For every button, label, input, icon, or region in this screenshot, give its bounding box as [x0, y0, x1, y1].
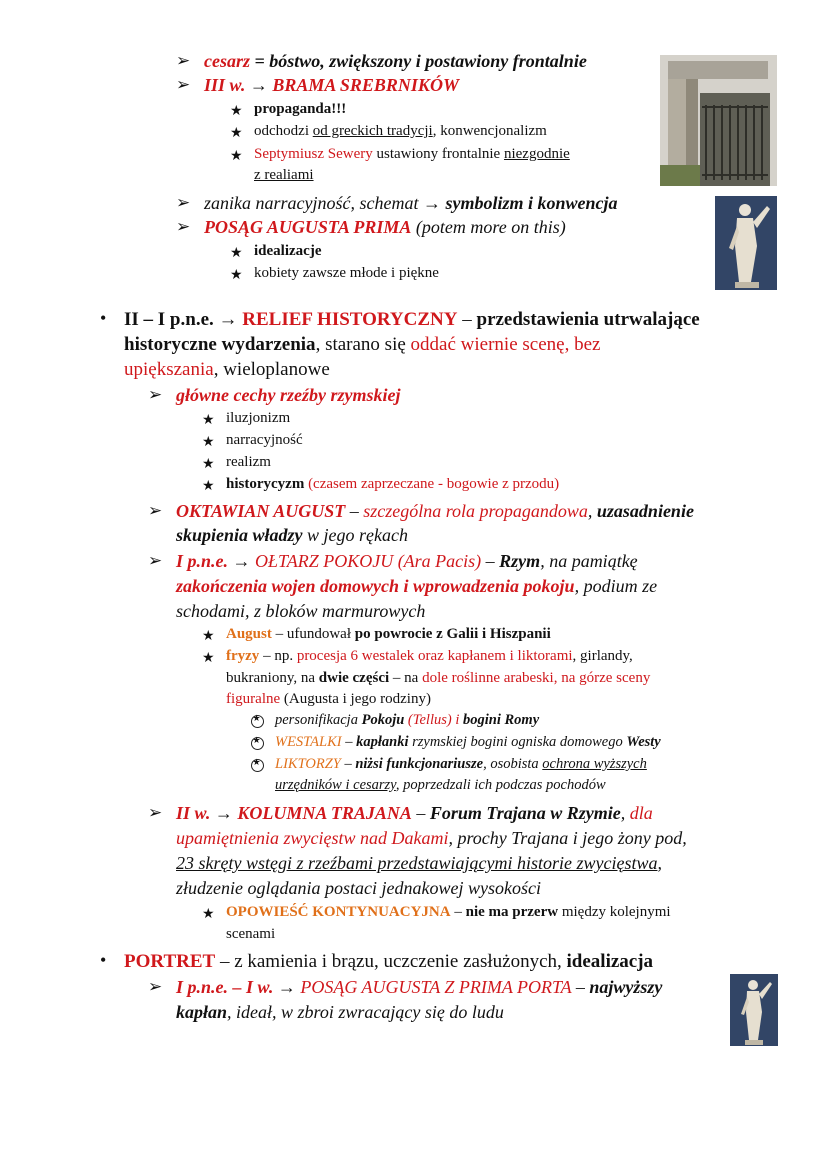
- text: personifikacja: [275, 712, 362, 728]
- text: (: [404, 712, 413, 728]
- text: –: [457, 309, 477, 330]
- august-founder: [226, 626, 551, 643]
- text: (Augusta i jego rodziny): [280, 691, 431, 707]
- text: ,: [587, 501, 597, 521]
- text: kapłanki: [356, 734, 409, 750]
- text: upiększania: [124, 359, 214, 380]
- text: BRAMA SREBRNIKÓW: [272, 75, 459, 95]
- text: między kolejnymi: [558, 904, 671, 920]
- text: OŁTARZ POKOJU (Ara Pacis): [255, 551, 482, 571]
- narration-line: [204, 193, 617, 214]
- text: , osobista: [483, 756, 543, 772]
- text: zakończenia wojen domowych i wprowadzenia pokoju: [176, 576, 575, 596]
- star-bullet-icon: ★: [230, 268, 243, 283]
- arrow-bullet-icon: ➢: [176, 51, 191, 70]
- feature-realism: realizm: [226, 454, 271, 470]
- feature-historicism: [226, 476, 559, 493]
- prima-porta-line: [176, 977, 662, 998]
- tellus-line: [275, 712, 539, 729]
- portrait-heading: [124, 951, 653, 973]
- text: niżsi funkcjonariusze: [355, 756, 484, 772]
- prima-porta-line-2: [176, 1002, 504, 1023]
- text: OKTAWIAN AUGUST: [176, 501, 346, 521]
- text: dla: [629, 803, 653, 823]
- dot-bullet-icon: •: [100, 950, 107, 970]
- text: –: [450, 904, 466, 920]
- text: ) i: [446, 712, 463, 728]
- text: PORTRET: [124, 951, 216, 972]
- gate-icon: [660, 55, 777, 186]
- text: I p.n.e.: [176, 551, 233, 571]
- text: rzymskiej bogini ogniska domowego: [408, 734, 627, 750]
- text: I p.n.e. – I w.: [176, 977, 278, 997]
- trajan-line-3: [176, 853, 662, 874]
- friezes-line-3: [226, 691, 431, 708]
- text: Westy: [626, 734, 661, 750]
- text: symbolizm i konwencja: [445, 193, 618, 213]
- friezes-line: [226, 648, 633, 665]
- text: Rzym: [499, 551, 541, 571]
- severus-line: [254, 146, 570, 163]
- arrow-bullet-icon: ➢: [148, 803, 163, 822]
- text: – na: [389, 670, 423, 686]
- circled-star-icon: [251, 715, 264, 728]
- text: August: [226, 626, 272, 642]
- vestals-line: [275, 734, 661, 751]
- severus-line-cont: z realiami: [254, 167, 314, 183]
- text: III w.: [204, 75, 250, 95]
- text: oddać wiernie scenę, bez: [410, 334, 601, 355]
- text: –: [340, 756, 356, 772]
- continuous-narration: [226, 904, 671, 921]
- ara-pacis-line-2: [176, 576, 657, 597]
- propaganda: propaganda!!!: [254, 101, 347, 117]
- text: nie ma przerw: [465, 904, 559, 920]
- octavian-line: [176, 501, 694, 522]
- tradition-line: [254, 123, 547, 140]
- star-bullet-icon: ★: [202, 457, 215, 472]
- text: Tellus: [412, 712, 447, 728]
- text: , poprzedzali ich podczas pochodów: [395, 777, 606, 793]
- text: uzasadnienie: [596, 501, 694, 521]
- text: , konwencjonalizm: [432, 123, 547, 139]
- star-bullet-icon: ★: [202, 435, 215, 450]
- text: (czasem zaprzeczane - bogowie z przodu): [304, 476, 560, 492]
- arrow-bullet-icon: ➢: [176, 75, 191, 94]
- trajan-line-4: złudzenie oglądania postaci jednakowej wysokości: [176, 878, 541, 898]
- statue-photo: [730, 974, 778, 1046]
- text: – z kamienia i brązu, uczczenie zasłużonych,: [215, 951, 567, 972]
- octavian-line-2: [176, 525, 408, 546]
- arrow-bullet-icon: ➢: [148, 977, 163, 996]
- text: Septymiusz Sewery: [254, 146, 373, 162]
- text: , wieloplanowe: [213, 359, 330, 380]
- star-bullet-icon: ★: [202, 629, 215, 644]
- augustus-prima-line: [204, 217, 566, 238]
- statue-icon: [730, 974, 778, 1046]
- lictors-line: [275, 756, 647, 773]
- text: historycyzm: [226, 476, 305, 492]
- text: Pokoju: [361, 712, 405, 728]
- text: procesja 6 westalek oraz kapłanem i liktorami: [296, 648, 573, 664]
- text: figuralne: [226, 691, 281, 707]
- text: ochrona wyższych: [542, 756, 647, 772]
- relief-heading: [124, 309, 700, 331]
- text: –: [571, 977, 590, 997]
- text: dole roślinne arabeski, na górze sceny: [422, 670, 651, 686]
- text: odchodzi: [254, 123, 313, 139]
- text: niezgodnie: [503, 146, 570, 162]
- text: POSĄG AUGUSTA Z PRIMA PORTA: [300, 977, 572, 997]
- text: upamiętnienia zwycięstw nad Dakami: [176, 828, 449, 848]
- text: bogini Romy: [463, 712, 540, 728]
- star-bullet-icon: ★: [230, 126, 243, 141]
- text: LIKTORZY: [275, 756, 341, 772]
- arrow-bullet-icon: ➢: [148, 551, 163, 570]
- text: , ideał, w zbroi zwracający się do ludu: [227, 1002, 504, 1022]
- star-bullet-icon: ★: [202, 907, 215, 922]
- ara-pacis-line-3: schodami, z bloków marmurowych: [176, 601, 426, 621]
- idealization: idealizacje: [254, 243, 322, 259]
- trajan-line: [176, 803, 653, 824]
- text: , prochy Trajana i jego żony pod,: [448, 828, 687, 848]
- feature-illusionism: iluzjonizm: [226, 410, 291, 426]
- text: szczególna rola propagandowa: [363, 501, 588, 521]
- text: 23 skręty wstęgi z rzeźbami przedstawiającymi historie zwycięstwa: [176, 853, 658, 873]
- text: w jego rękach: [302, 525, 408, 545]
- text: –: [481, 551, 500, 571]
- text: = bóstwo, zwiększony i postawiony frontalnie: [250, 51, 587, 71]
- text: RELIEF HISTORYCZNY: [242, 309, 458, 330]
- circled-star-icon: [251, 759, 264, 772]
- arrow-bullet-icon: ➢: [176, 193, 191, 212]
- text: – ufundował: [271, 626, 355, 642]
- text: II – I p.n.e. →: [124, 309, 243, 330]
- text: , starano się: [315, 334, 411, 355]
- circled-star-icon: [251, 737, 264, 750]
- arrow-bullet-icon: ➢: [176, 217, 191, 236]
- star-bullet-icon: ★: [230, 246, 243, 261]
- feature-narration: narracyjność: [226, 432, 303, 448]
- gate-line: [204, 75, 459, 96]
- text: fryzy: [226, 648, 260, 664]
- text: ,: [657, 853, 662, 873]
- text: OPOWIEŚĆ KONTYNUACYJNA: [226, 904, 451, 920]
- text: , na pamiątkę: [540, 551, 638, 571]
- star-bullet-icon: ★: [230, 104, 243, 119]
- arrow-bullet-icon: ➢: [148, 501, 163, 520]
- text: – np.: [259, 648, 297, 664]
- arrow-bullet-icon: ➢: [148, 385, 163, 404]
- dot-bullet-icon: •: [100, 308, 107, 328]
- lictors-line-2: [275, 777, 606, 794]
- women-line: kobiety zawsze młode i piękne: [254, 265, 439, 281]
- star-bullet-icon: ★: [202, 479, 215, 494]
- friezes-line-2: [226, 670, 650, 687]
- text: idealizacja: [566, 951, 654, 972]
- text: (potem more on this): [411, 217, 566, 237]
- emperor-line: [204, 51, 587, 72]
- relief-line-2: [124, 334, 600, 356]
- arrow-text: →: [232, 551, 256, 571]
- text: historyczne wydarzenia: [124, 334, 316, 355]
- text: po powrocie z Galii i Hiszpanii: [354, 626, 551, 642]
- text: Forum Trajana w Rzymie: [429, 803, 621, 823]
- text: –: [341, 734, 357, 750]
- text: kapłan: [176, 1002, 228, 1022]
- text: POSĄG AUGUSTA PRIMA: [204, 217, 412, 237]
- text: dwie części: [318, 670, 390, 686]
- text: od greckich tradycji: [312, 123, 433, 139]
- text: II w.: [176, 803, 215, 823]
- text: urzędników i cesarzy: [275, 777, 396, 793]
- text: ustawiony frontalnie: [372, 146, 504, 162]
- text: skupienia władzy: [176, 525, 303, 545]
- text: –: [411, 803, 430, 823]
- star-bullet-icon: ★: [202, 413, 215, 428]
- continuous-narration-2: scenami: [226, 926, 276, 942]
- text: bukraniony, na: [226, 670, 319, 686]
- gate-photo: [660, 55, 777, 186]
- trajan-line-2: [176, 828, 687, 849]
- relief-line-3: [124, 359, 330, 381]
- text: –: [345, 501, 364, 521]
- ara-pacis-line: [176, 551, 638, 572]
- arrow-text: →: [277, 977, 301, 997]
- text: WESTALKI: [275, 734, 342, 750]
- text: cesarz: [204, 51, 250, 71]
- text: ,: [620, 803, 630, 823]
- star-bullet-icon: ★: [230, 149, 243, 164]
- arrow-text: →: [249, 75, 273, 95]
- star-bullet-icon: ★: [202, 651, 215, 666]
- text: przedstawienia utrwalające: [476, 309, 700, 330]
- text: , podium ze: [574, 576, 658, 596]
- statue-photo: [715, 196, 777, 290]
- text: najwyższy: [589, 977, 663, 997]
- arrow-text: →: [214, 803, 238, 823]
- statue-icon: [715, 196, 777, 290]
- text: zanika narracyjność, schemat →: [204, 193, 446, 213]
- text: KOLUMNA TRAJANA: [237, 803, 412, 823]
- text: , girlandy,: [572, 648, 633, 664]
- features-heading: główne cechy rzeźby rzymskiej: [176, 385, 401, 405]
